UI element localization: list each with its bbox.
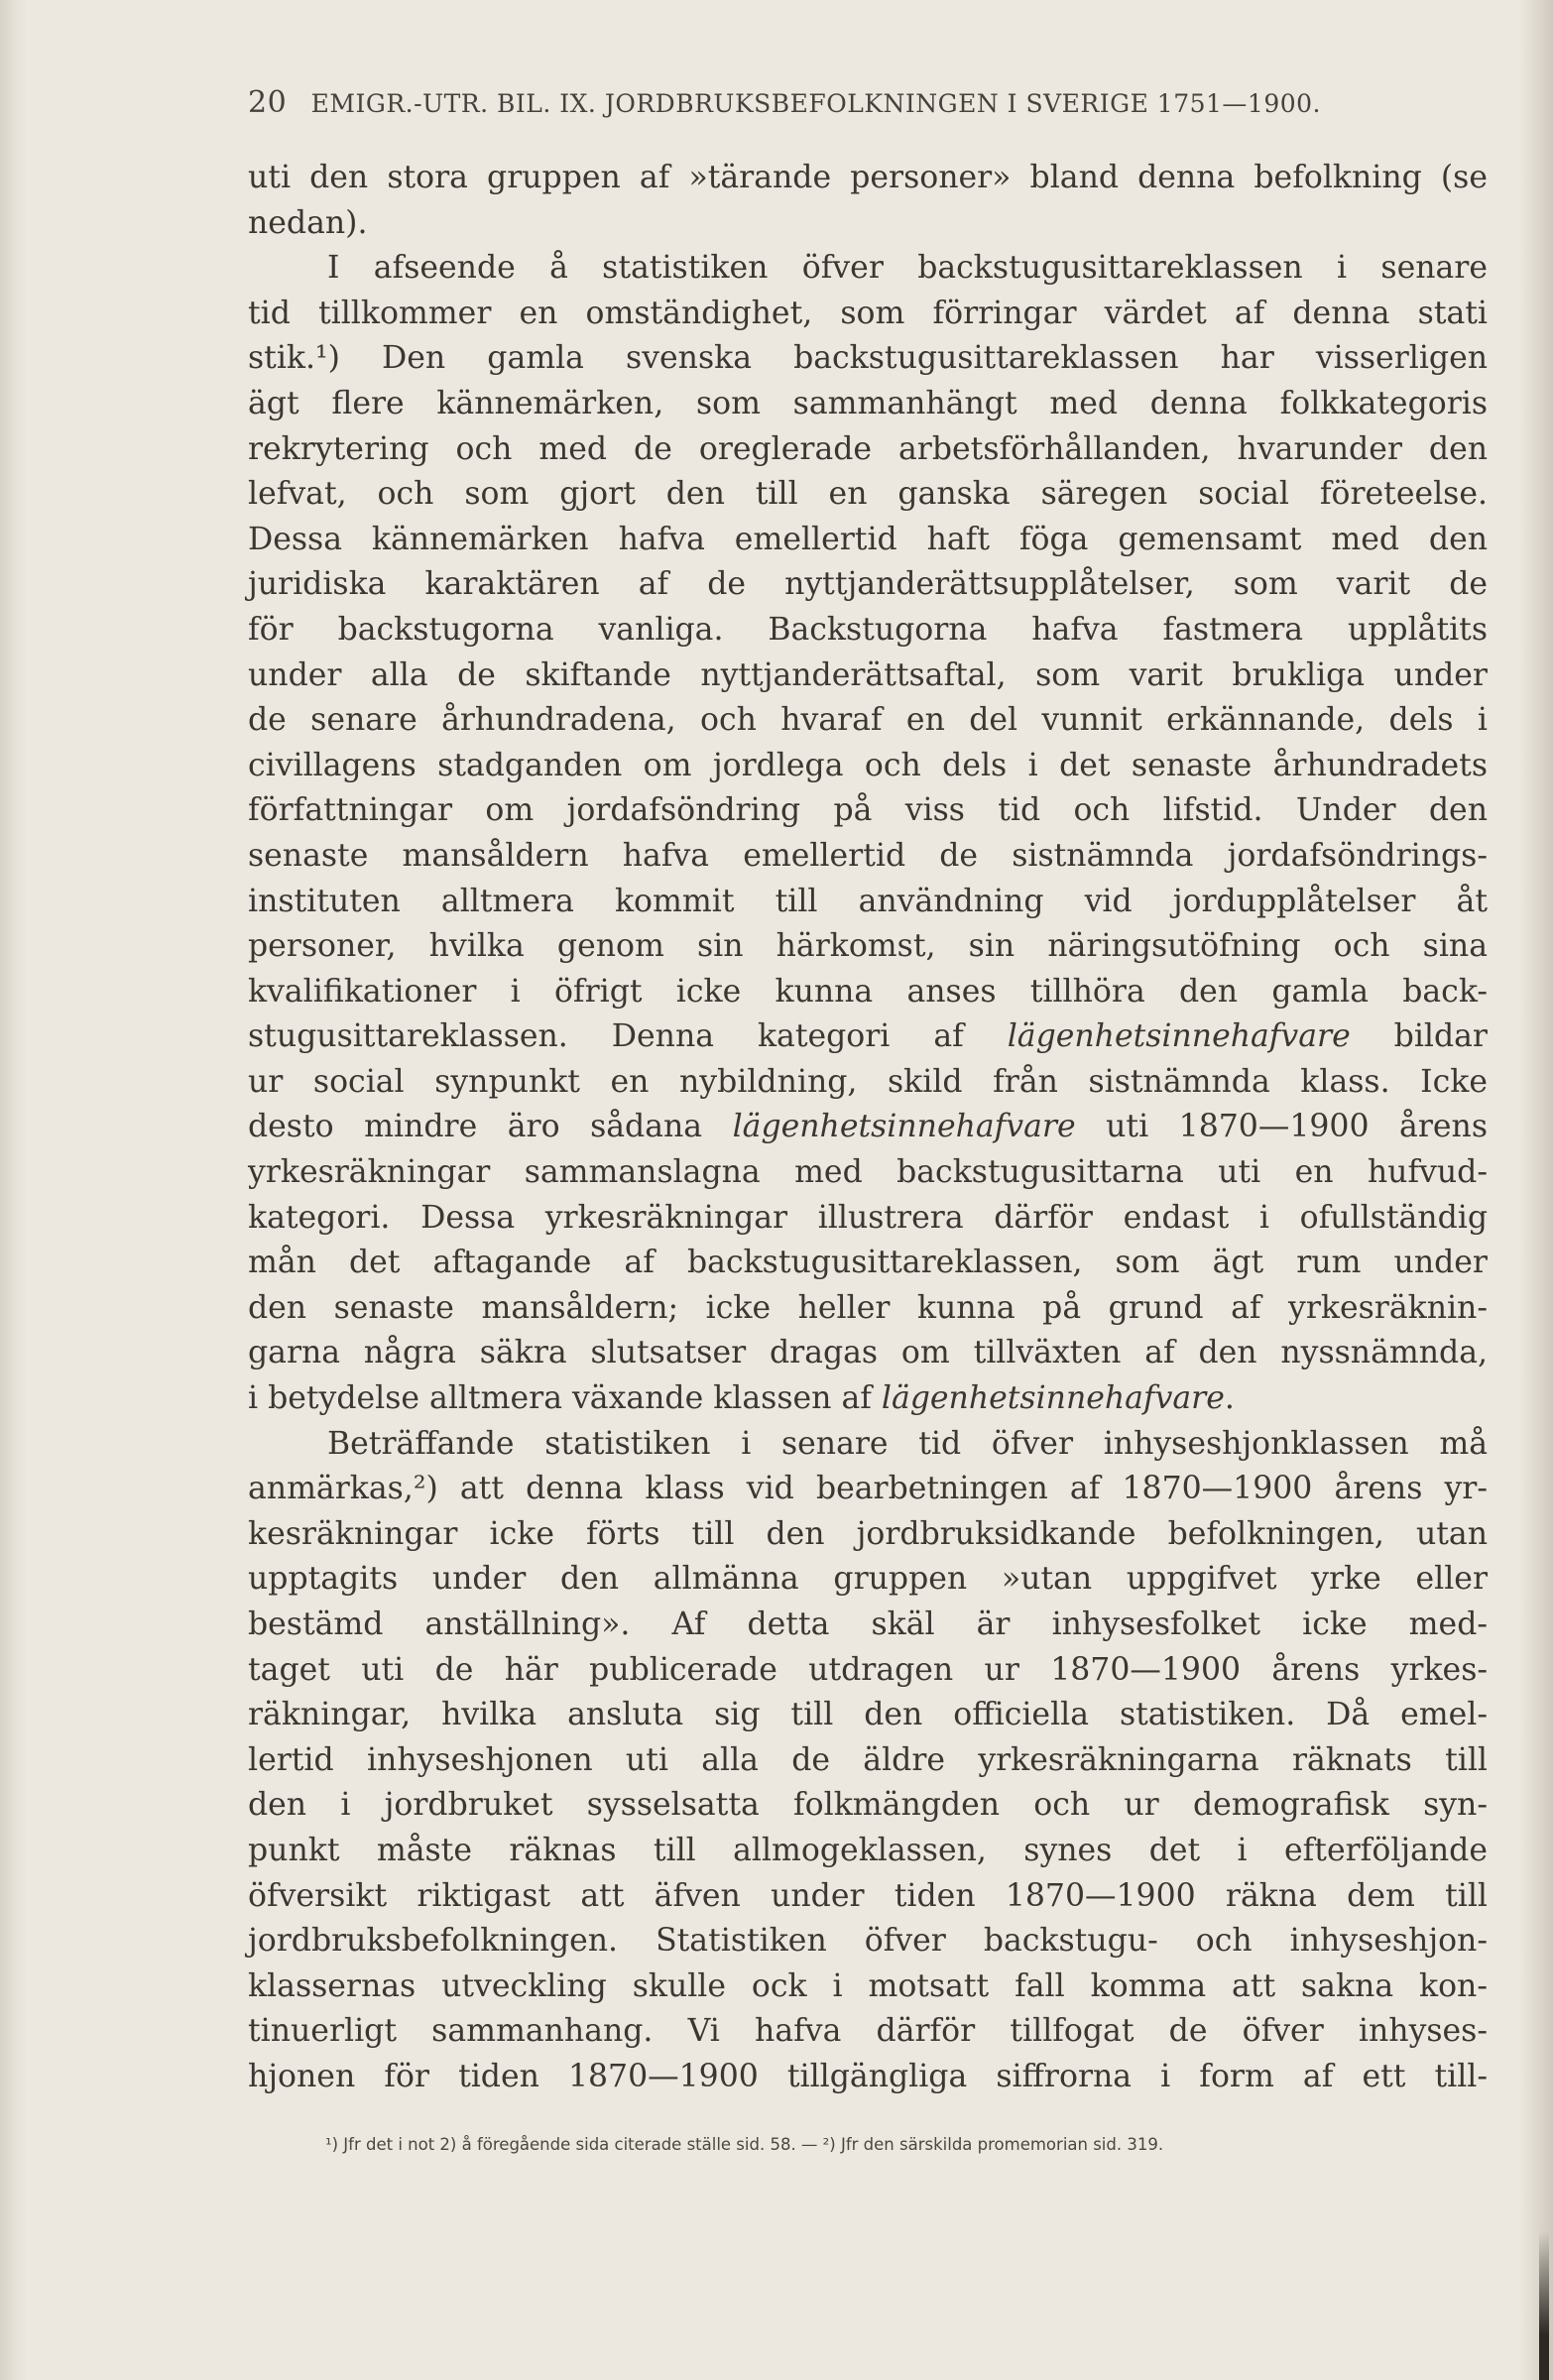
text-line: yrkesräkningar sammanslagna med backstugusittarna uti en hufvud-: [248, 1154, 1488, 1191]
text-line: den i jordbruket sysselsatta folkmängden och ur demografisk syn-: [248, 1787, 1488, 1824]
text-line: stugusittareklassen. Denna kategori af lägenhetsinnehafvare bildar: [248, 1018, 1488, 1055]
text-line: juridiska karaktären af de nyttjanderättsupplåtelser, som varit de: [248, 566, 1488, 603]
text-line: kvalifikationer i öfrigt icke kunna anses tillhöra den gamla back-: [248, 973, 1488, 1010]
text-line: mån det aftagande af backstugusittareklassen, som ägt rum under: [248, 1245, 1488, 1281]
text-line: uti den stora gruppen af »tärande personer» bland denna befolkning (se: [248, 160, 1488, 195]
text-line: räkningar, hvilka ansluta sig till den officiella statistiken. Då emel-: [248, 1697, 1488, 1733]
text-line: desto mindre äro sådana lägenhetsinnehafvare uti 1870—1900 årens: [248, 1109, 1488, 1145]
text-line: lertid inhyseshjonen uti alla de äldre yrkesräkningarna räknats till: [248, 1741, 1488, 1778]
text-line: bestämd anställning». Af detta skäl är inhysesfolket icke med-: [248, 1606, 1488, 1642]
italic-term: lägenhetsinnehafvare: [732, 1109, 1076, 1145]
text-line: tinuerligt sammanhang. Vi hafva därför tillfogat de öfver inhyses-: [248, 2013, 1488, 2050]
text-line: tid tillkommer en omständighet, som förringar värdet af denna stati: [248, 295, 1488, 331]
text-line: ur social synpunkt en nybildning, skild från sistnämnda klass. Icke: [248, 1063, 1488, 1100]
text-line: stik.¹) Den gamla svenska backstugusittareklassen har visserligen: [248, 340, 1488, 377]
text-line: under alla de skiftande nyttjanderättsaftal, som varit brukliga under: [248, 656, 1488, 693]
text-line: Dessa kännemärken hafva emellertid haft föga gemensamt med den: [248, 521, 1488, 557]
text-line: garna några säkra slutsatser dragas om tillväxten af den nyssnämnda,: [248, 1335, 1488, 1371]
page-number: 20: [248, 85, 288, 120]
text-line: kategori. Dessa yrkesräkningar illustrera därför endast i ofullständig: [248, 1199, 1488, 1236]
text-line: I afseende å statistiken öfver backstugusittareklassen i senare: [327, 250, 1488, 287]
text-line: kesräkningar icke förts till den jordbruksidkande befolkningen, utan: [248, 1515, 1488, 1552]
page-edge-mark: [1539, 2231, 1549, 2380]
text-line: hjonen för tiden 1870—1900 tillgängliga siffrorna i form af ett till-: [248, 2058, 1488, 2094]
text-line: anmärkas,²) att denna klass vid bearbetningen af 1870—1900 årens yr-: [248, 1471, 1488, 1507]
text-line: taget uti de här publicerade utdragen ur 1870—1900 årens yrkes-: [248, 1651, 1488, 1688]
text-line: de senare århundradena, och hvaraf en del vunnit erkännande, dels i: [248, 702, 1488, 739]
italic-term: lägenhetsinnehafvare: [881, 1380, 1225, 1417]
text-line: instituten alltmera kommit till användning vid jordupplåtelser åt: [248, 883, 1488, 919]
text-line: nedan).: [248, 204, 368, 241]
text-line: för backstugorna vanliga. Backstugorna hafva fastmera upplåtits: [248, 611, 1488, 648]
running-header: [248, 85, 1488, 120]
text-line: punkt måste räknas till allmogeklassen, synes det i efterföljande: [248, 1832, 1488, 1868]
text-line: civillagens stadganden om jordlega och dels i det senaste århundradets: [248, 747, 1488, 783]
text-line: ägt flere kännemärken, som sammanhängt med denna folkkategoris: [248, 385, 1488, 421]
text-line: klassernas utveckling skulle ock i motsatt fall komma att sakna kon-: [248, 1967, 1488, 2004]
text-line: Beträffande statistiken i senare tid öfver inhyseshjonklassen må: [327, 1425, 1488, 1462]
body-text: [248, 156, 1488, 2100]
text-line: lefvat, och som gjort den till en ganska säregen social företeelse.: [248, 476, 1488, 513]
footnote: ¹) Jfr det i not 2) å föregående sida citerade ställe sid. 58. — ²) Jfr den särskilda promemorian sid. 319.: [325, 2135, 1164, 2154]
running-title: EMIGR.-UTR. BIL. IX. JORDBRUKSBEFOLKNINGEN I SVERIGE 1751—1900.: [310, 89, 1321, 118]
text-line: rekrytering och med de oreglerade arbetsförhållanden, hvarunder den: [248, 430, 1488, 467]
italic-term: lägenhetsinnehafvare: [1007, 1018, 1351, 1055]
page-gutter-shadow: [0, 0, 28, 2380]
page-edge-shadow: [1519, 0, 1553, 2380]
text-line: jordbruksbefolkningen. Statistiken öfver backstugu- och inhyseshjon-: [248, 1923, 1488, 1960]
text-line: senaste mansåldern hafva emellertid de sistnämnda jordafsöndrings-: [248, 837, 1488, 874]
text-line: upptagits under den allmänna gruppen »utan uppgifvet yrke eller: [248, 1561, 1488, 1598]
text-line: i betydelse alltmera växande klassen af lägenhetsinnehafvare.: [248, 1380, 1235, 1417]
text-line: öfversikt riktigast att äfven under tiden 1870—1900 räkna dem till: [248, 1877, 1488, 1914]
text-line: den senaste mansåldern; icke heller kunna på grund af yrkesräknin-: [248, 1289, 1488, 1326]
text-line: personer, hvilka genom sin härkomst, sin näringsutöfning och sina: [248, 928, 1488, 965]
text-line: författningar om jordafsöndring på viss tid och lifstid. Under den: [248, 792, 1488, 829]
